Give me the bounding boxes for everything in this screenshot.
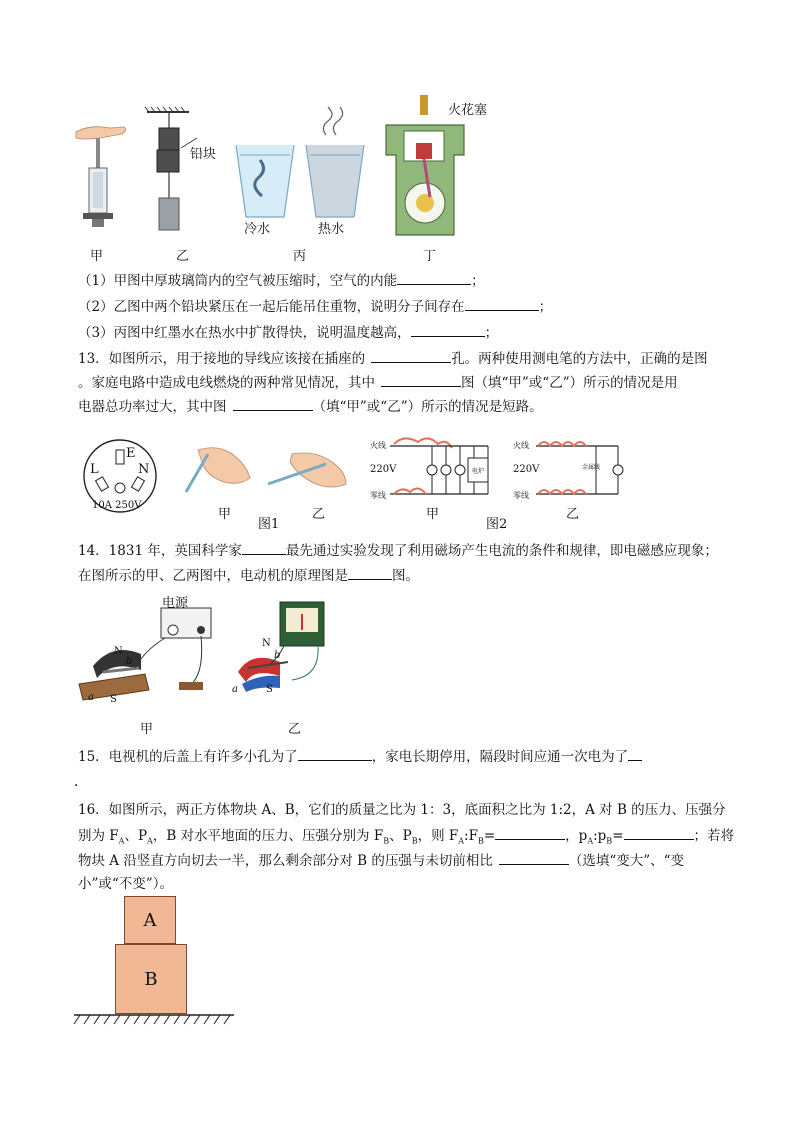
q12-item-3: （3）丙图中红墨水在热水中扩散得快，说明温度越高， ； [78, 322, 498, 343]
jia-s-label: S [110, 694, 117, 705]
generator-yi-figure [228, 598, 328, 698]
circuit-yi-neutral-label: 零线 [513, 491, 529, 500]
answer-blank[interactable] [371, 348, 451, 363]
figure-jia-label: 甲 [90, 249, 104, 264]
q14-jia-caption: 甲 [140, 722, 154, 737]
figure-ding-label: 丁 [423, 249, 437, 264]
fig1-yi-caption: 乙 [312, 507, 326, 522]
q12-item-2: （2）乙图中两个铅块紧压在一起后能吊住重物，说明分子间存在 ； [78, 296, 552, 317]
lead-blocks-figure [145, 108, 240, 238]
answer-blank[interactable] [465, 296, 539, 311]
fig2-jia-caption: 甲 [426, 507, 440, 522]
q15-line: 15．电视机的后盖上有许多小孔为了 ，家电长期停用，隔段时间应通一次电为了 [78, 746, 642, 767]
fig2-yi-caption: 乙 [566, 507, 580, 522]
q15-dot: . [74, 774, 79, 790]
circuit-yi-voltage-label: 220V [513, 464, 540, 475]
answer-blank[interactable] [397, 270, 471, 285]
block-b [115, 944, 187, 1014]
q16-line-4: 小”或“不变”）。 [78, 876, 173, 892]
fire-syringe-figure [70, 110, 130, 235]
circuit-jia-live-label: 火线 [370, 441, 386, 450]
socket-e-label: E [126, 446, 136, 461]
answer-blank[interactable] [348, 565, 392, 580]
circuit-jia-neutral-label: 零线 [370, 491, 386, 500]
block-a [124, 896, 176, 944]
answer-blank[interactable] [298, 746, 372, 761]
answer-blank[interactable] [242, 540, 286, 555]
figure-yi-label: 乙 [176, 249, 190, 264]
q14-line-2: 在图所示的甲、乙两图中，电动机的原理图是 图。 [78, 565, 419, 586]
q13-line-3: 电器总功率过大，其中图 （填“甲”或“乙”）所示的情况是短路。 [78, 396, 543, 417]
hot-water-label: 热水 [318, 222, 345, 237]
yi-n-label: N [262, 638, 271, 649]
fig1-caption: 图1 [258, 517, 280, 532]
q13-line-1: 13．如图所示，用于接地的导线应该接在插座的 孔。两种使用测电笔的方法中，正确的是图 [78, 348, 708, 369]
answer-blank[interactable] [499, 850, 569, 865]
socket-rating: 10A 250V [92, 500, 142, 511]
q14-line-1: 14．1831 年，英国科学家 最先通过实验发现了利用磁场产生电流的条件和规律，即电磁感应现象； [78, 540, 718, 561]
answer-blank[interactable] [495, 825, 565, 840]
socket-l-label: L [90, 462, 99, 477]
block-a-label: A [143, 909, 157, 931]
answer-blank[interactable] [624, 825, 694, 840]
socket-n-label: N [138, 462, 150, 477]
answer-blank[interactable] [381, 372, 461, 387]
jia-n-label: N [114, 646, 123, 657]
test-pen-jia-figure [178, 440, 258, 500]
answer-blank[interactable] [411, 322, 485, 337]
spark-plug-label: 火花塞 [448, 103, 488, 118]
q13-line-2: 。家庭电路中造成电线燃烧的两种常见情况，其中 图（填“甲”或“乙”）所示的情况是用 [78, 372, 678, 393]
fig2-caption: 图2 [486, 517, 508, 532]
figure-bing-label: 丙 [293, 249, 307, 264]
q16-line-2: 别为 $F_A$、$P_A$，B 对水平地面的压力、压强分别为 $F_B$、$P_B$，则 $F_A:F_B=$ ，$p_A:p_B=$ ；若将 [78, 825, 734, 852]
generator-jia-figure [75, 600, 215, 700]
cold-water-label: 冷水 [244, 222, 271, 237]
yi-b-label: b [274, 650, 281, 661]
q14-yi-caption: 乙 [288, 722, 302, 737]
jia-a-label: a [88, 692, 94, 703]
q16-line-1: 16．如图所示，两正方体物块 A、B，它们的质量之比为 1：3，底面积之比为 1:2，A 对 B 的压力、压强分 [78, 802, 726, 818]
beakers-figure [230, 105, 370, 220]
answer-blank[interactable] [233, 396, 313, 411]
circuit-yi-live-label: 火线 [513, 441, 529, 450]
circuit-appliance-label: 电炉 [472, 468, 485, 475]
answer-blank[interactable] [628, 746, 642, 761]
circuit-jia-voltage-label: 220V [370, 464, 397, 475]
power-supply-label: 电源 [162, 596, 189, 611]
lead-block-label: 铅块 [190, 147, 217, 162]
yi-s-label: S [266, 684, 273, 695]
block-b-label: B [144, 968, 158, 990]
jia-b-label: b [126, 656, 133, 667]
q16-line-3: 物块 A 沿竖直方向切去一半，那么剩余部分对 B 的压强与未切前相比 （选填“变大”、“变 [78, 850, 684, 871]
ground-hatch [74, 1014, 234, 1026]
test-pen-yi-figure [262, 440, 352, 500]
circuit-metal-wire-label: 金属线 [582, 464, 601, 471]
yi-a-label: a [232, 684, 238, 695]
q12-item-1: （1）甲图中厚玻璃筒内的空气被压缩时，空气的内能 ； [78, 270, 485, 291]
fig1-jia-caption: 甲 [218, 507, 232, 522]
